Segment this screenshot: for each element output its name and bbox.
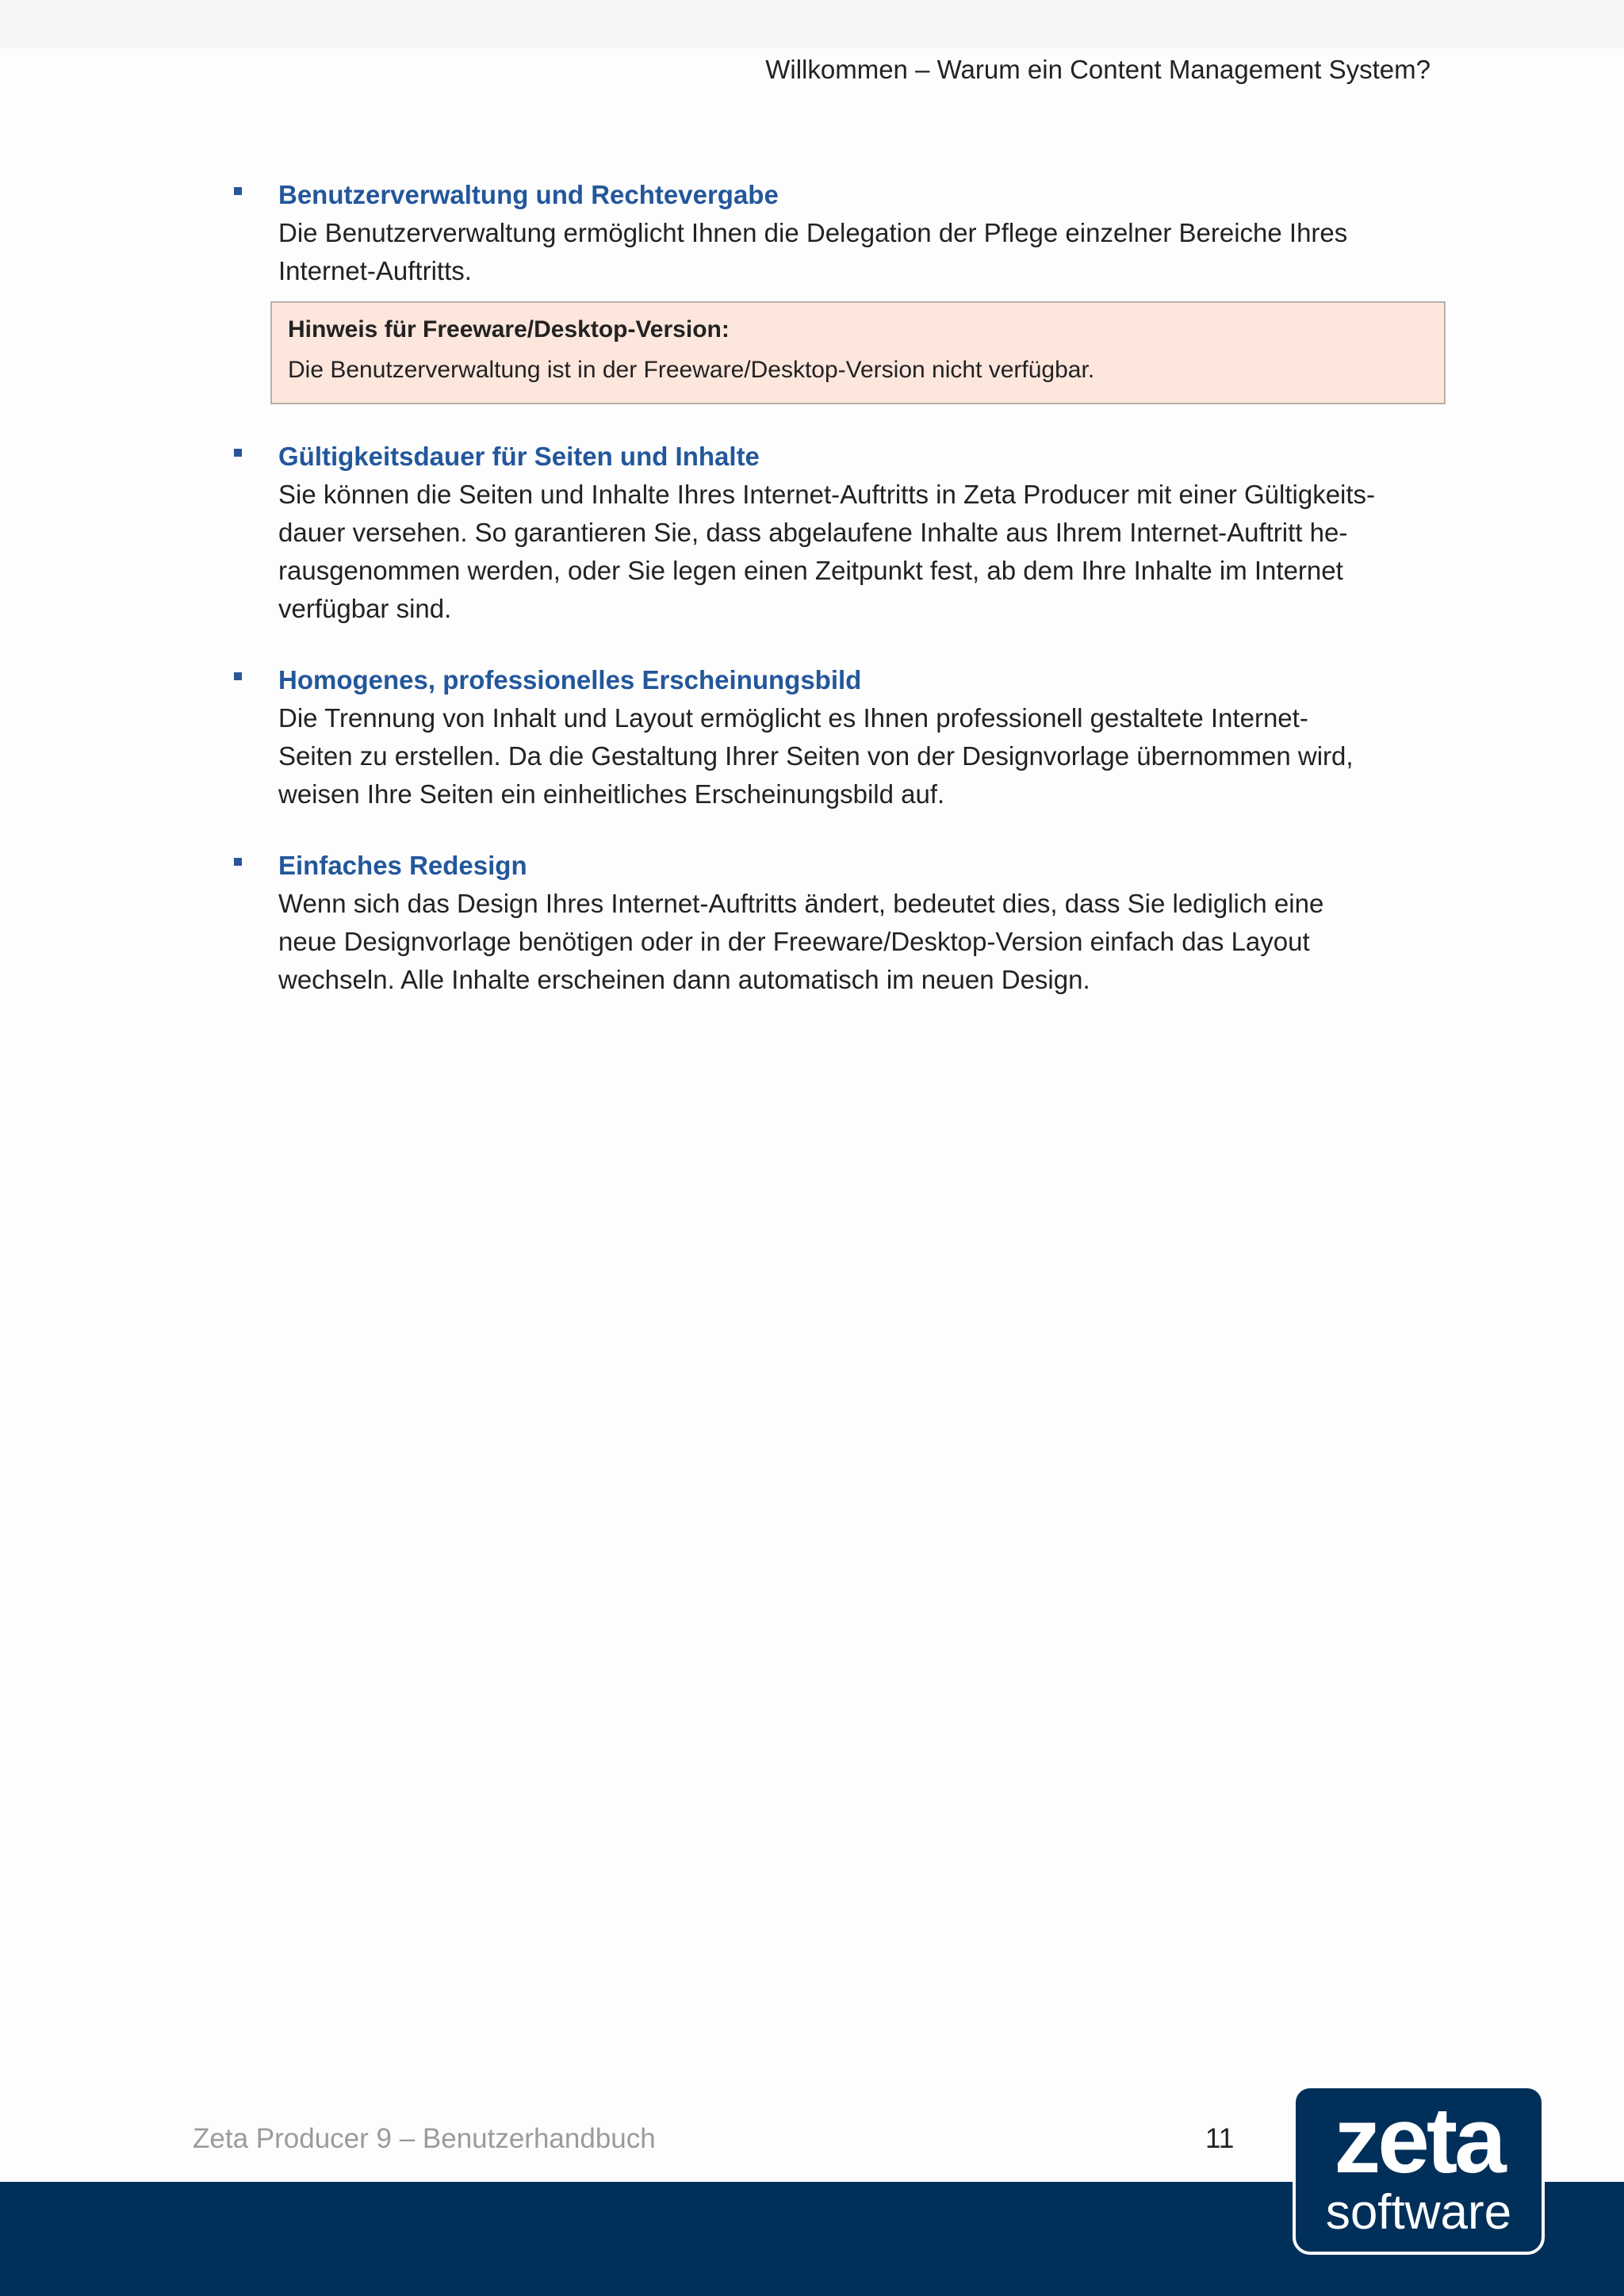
item-text-line: Die Trennung von Inhalt und Layout ermöglicht es Ihnen professionell gestaltete Internet- <box>278 703 1308 733</box>
list-item-user-management <box>278 176 1448 404</box>
item-text-line: Die Benutzerverwaltung ermöglicht Ihnen die Delegation der Pflege einzelner Bereiche Ihres <box>278 218 1348 247</box>
zeta-software-logo <box>1293 2085 1545 2255</box>
item-text-line: dauer versehen. So garantieren Sie, dass abgelaufene Inhalte aus Ihrem Internet-Auftritt he- <box>278 518 1348 547</box>
item-text-line: Seiten zu erstellen. Da die Gestaltung Ihrer Seiten von der Designvorlage übernommen wird, <box>278 741 1354 771</box>
item-text-line: neue Designvorlage benötigen oder in der Freeware/Desktop-Version einfach das Layout <box>278 927 1310 956</box>
item-title: Einfaches Redesign <box>278 851 527 880</box>
item-text-line: rausgenommen werden, oder Sie legen einen Zeitpunkt fest, ab dem Ihre Inhalte im Internet <box>278 556 1343 585</box>
square-bullet-icon <box>234 187 242 195</box>
item-text-line: Internet-Auftritts. <box>278 256 472 285</box>
item-title: Homogenes, professionelles Erscheinungsbild <box>278 665 862 695</box>
item-text-line: verfügbar sind. <box>278 594 452 623</box>
item-title: Benutzerverwaltung und Rechtevergabe <box>278 180 779 209</box>
item-text-line: Wenn sich das Design Ihres Internet-Auftritts ändert, bedeutet dies, dass Sie lediglich eine <box>278 889 1324 918</box>
square-bullet-icon <box>234 449 242 457</box>
list-item-redesign <box>278 847 1448 999</box>
top-strip <box>0 0 1624 48</box>
logo-mark: zeta <box>1334 2088 1503 2193</box>
running-header: Willkommen – Warum ein Content Management System? <box>765 55 1431 84</box>
footer-book-title: Zeta Producer 9 – Benutzerhandbuch <box>193 2123 656 2154</box>
square-bullet-icon <box>234 858 242 866</box>
item-text-line: wechseln. Alle Inhalte erscheinen dann automatisch im neuen Design. <box>278 965 1090 994</box>
square-bullet-icon <box>234 672 242 680</box>
note-text: Die Benutzerverwaltung ist in der Freeware/Desktop-Version nicht verfügbar. <box>288 357 1095 383</box>
page-number: 11 <box>1205 2123 1235 2154</box>
list-item-validity <box>278 438 1448 628</box>
item-title: Gültigkeitsdauer für Seiten und Inhalte <box>278 442 760 471</box>
list-item-appearance <box>278 661 1448 813</box>
freeware-note-box <box>270 301 1446 404</box>
page-content <box>278 176 1448 1032</box>
item-text-line: weisen Ihre Seiten ein einheitliches Erscheinungsbild auf. <box>278 779 945 809</box>
logo-subtitle: software <box>1325 2185 1512 2240</box>
item-text-line: Sie können die Seiten und Inhalte Ihres Internet-Auftritts in Zeta Producer mit einer Gültigkeits- <box>278 480 1376 509</box>
note-title: Hinweis für Freeware/Desktop-Version: <box>288 316 730 342</box>
